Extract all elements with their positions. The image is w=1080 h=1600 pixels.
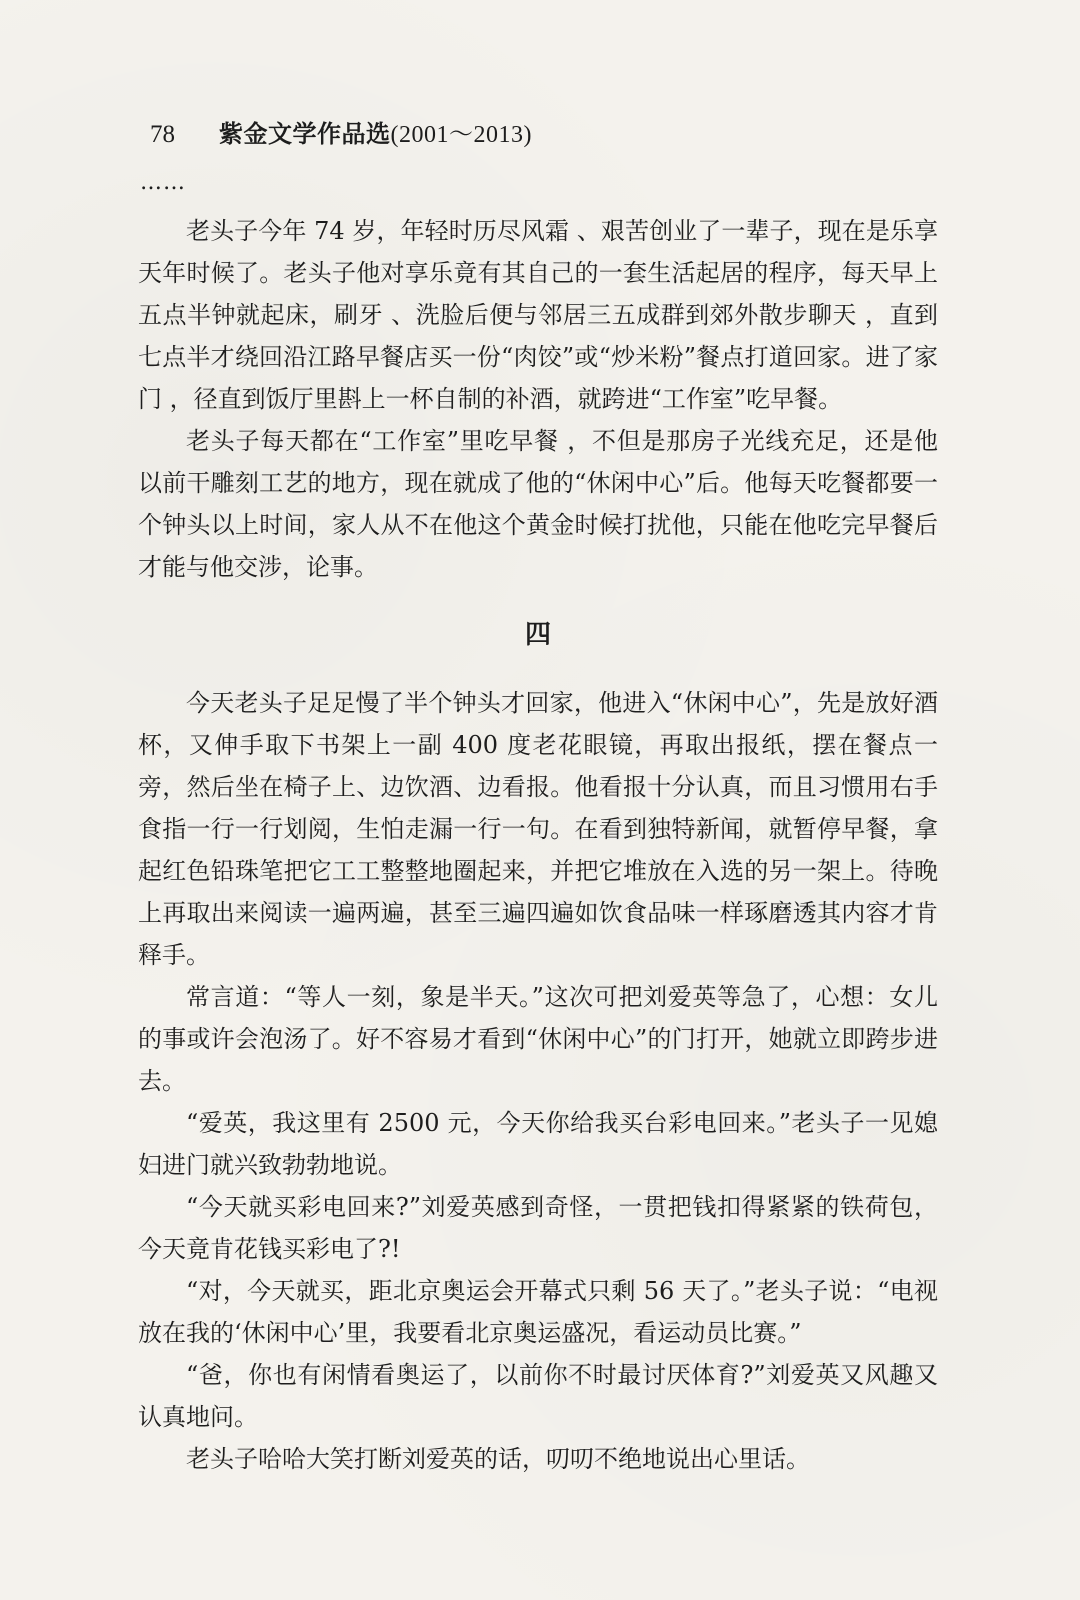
paragraph: “对，今天就买，距北京奥运会开幕式只剩 56 天了。”老头子说：“电视放在我的‘休闲中心’里，我要看北京奥运盛况，看运动员比赛。” [138,1277,938,1347]
running-title-text: 紫金文学作品选 [219,120,391,148]
running-title [219,114,532,149]
paragraph: 老头子哈哈大笑打断刘爱英的话，叨叨不绝地说出心里话。 [186,1445,810,1473]
paragraph: 老头子每天都在“工作室”里吃早餐 ，不但是那房子光线充足，还是他以前干雕刻工艺的地方，现在就成了他的“休闲中心”后。他每天吃餐都要一个钟头以上时间，家人从不在他这个黄金时候打扰他，只能在他吃完早餐后才能与他交涉，论事。 [138,427,938,581]
page-header [150,114,532,154]
paragraph: “爱英，我这里有 2500 元，今天你给我买台彩电回来。”老头子一见媳妇进门就兴致勃勃地说。 [138,1109,938,1179]
paragraph: “爸，你也有闲情看奥运了，以前你不时最讨厌体育?”刘爱英又风趣又认真地问。 [138,1361,938,1431]
body-text [138,210,938,1480]
paragraph: 今天老头子足足慢了半个钟头才回家，他进入“休闲中心”，先是放好酒杯，又伸手取下书架上一副 400 度老花眼镜，再取出报纸，摆在餐点一旁，然后坐在椅子上、边饮酒、边看报。他看报十分认真，而且习惯用右手食指一行一行划阅，生怕走漏一行一句。在看到独特新闻，就暂停早餐，拿起红色铅珠笔把它工工整整地圈起来，并把它堆放在入选的另一架上。待晚上再取出来阅读一遍两遍，甚至三遍四遍如饮食品味一样琢磨透其内容才肯释手。 [138,689,938,969]
running-title-years: (2001～2013) [390,122,532,148]
page-number: 78 [150,121,175,148]
continuation-ellipsis: …… [140,170,186,195]
section-heading: 四 [524,620,551,650]
paragraph: “今天就买彩电回来?”刘爱英感到奇怪，一贯把钱扣得紧紧的铁荷包，今天竟肯花钱买彩电了?! [138,1193,938,1263]
paragraph: 常言道：“等人一刻，象是半天。”这次可把刘爱英等急了，心想：女儿的事或许会泡汤了。好不容易才看到“休闲中心”的门打开，她就立即跨步进去。 [138,983,938,1095]
paragraph: 老头子今年 74 岁，年轻时历尽风霜 、艰苦创业了一辈子，现在是乐享天年时候了。老头子他对享乐竟有其自己的一套生活起居的程序，每天早上五点半钟就起床，刷牙 、洗脸后便与邻居三五成群到郊外散步聊天 ，直到七点半才绕回沿江路早餐店买一份“肉饺”或“炒米粉”餐点打道回家。进了家门 ，径直到饭厅里斟上一杯自制的补酒，就跨进“工作室”吃早餐。 [138,217,938,413]
